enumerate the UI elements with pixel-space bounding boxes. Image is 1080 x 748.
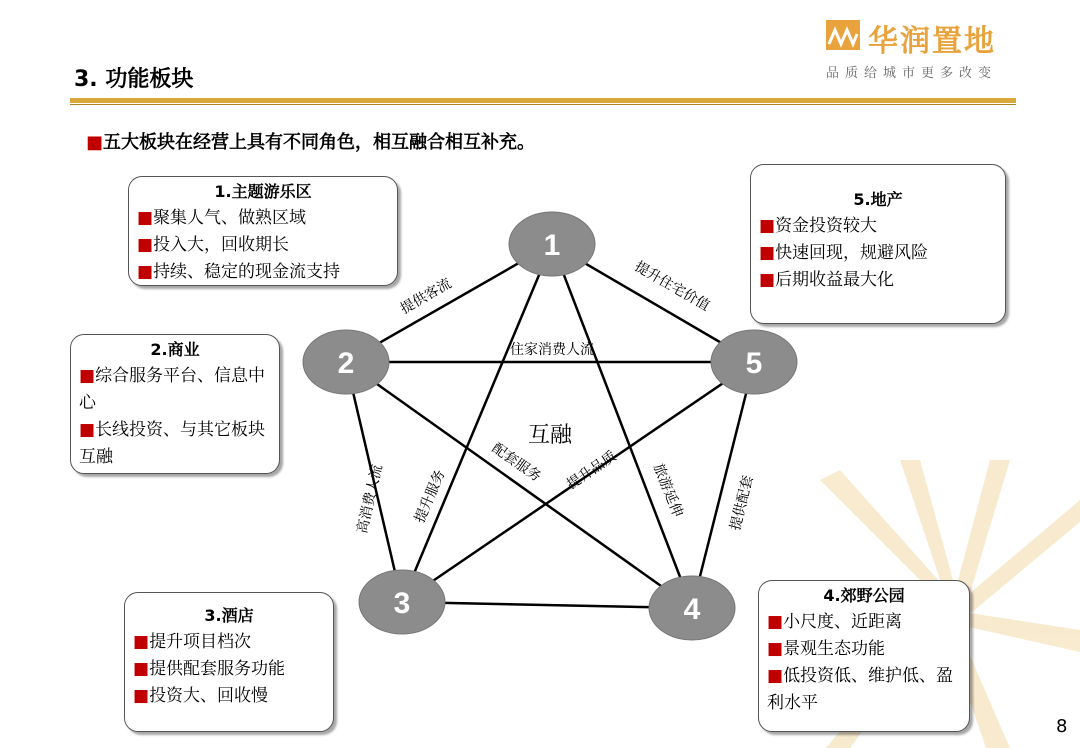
node-2-label: 2	[337, 347, 355, 380]
box-title: 2.商业	[150, 340, 200, 359]
edge-label-high-consumer-flow: 高消费人流	[354, 463, 386, 536]
box-title: 3.酒店	[204, 606, 254, 625]
box-item: ■景观生态功能	[767, 639, 886, 659]
box-item: ■资金投资较大	[759, 216, 878, 236]
intro-text: 五大板块在经营上具有不同角色，相互融合相互补充。	[103, 132, 536, 153]
edge-label-tourism-extension: 旅游延伸	[649, 461, 686, 520]
edge-label-resident-consumer-flow: 住家消费人流	[510, 342, 594, 358]
edge-3-4	[402, 602, 692, 608]
logo-text: 华润置地	[868, 24, 996, 59]
node-5-label: 5	[745, 347, 763, 380]
logo-slogan: 品质给城市更多改变	[826, 66, 998, 81]
edge-label-provide-traffic: 提供客流	[397, 275, 455, 318]
box-item: ■聚集人气、做熟区域	[137, 208, 307, 228]
page-title: 3. 功能板块	[74, 67, 194, 92]
box-item: ■快速回现，规避风险	[759, 243, 929, 263]
box-item: ■投入大，回收期长	[137, 235, 290, 255]
box-real-estate	[750, 164, 1006, 324]
box-item: ■提升项目档次	[133, 632, 252, 652]
box-commercial	[70, 334, 280, 474]
box-item: ■持续、稳定的现金流支持	[137, 262, 341, 282]
box-item: ■提供配套服务功能	[133, 659, 286, 679]
box-title: 4.郊野公园	[823, 586, 905, 605]
box-title: 1.主题游乐区	[214, 182, 312, 201]
box-item: ■投资大、回收慢	[133, 686, 269, 706]
edge-label-raise-quality: 提升品质	[564, 448, 620, 493]
box-item: ■后期收益最大化	[759, 270, 895, 290]
node-3-label: 3	[393, 587, 411, 620]
box-item: ■综合服务平台、信息中心	[79, 366, 266, 413]
center-label: 互融	[528, 423, 573, 448]
box-item: ■小尺度、近距离	[767, 612, 903, 632]
edge-label-provide-facilities: 提供配套	[727, 473, 757, 533]
node-4-label: 4	[683, 593, 701, 626]
page-number: 8	[1056, 716, 1068, 737]
box-theme-park	[128, 176, 398, 286]
bullet-square-icon: ■	[86, 132, 104, 153]
edge-label-raise-residential-value: 提升住宅价值	[631, 258, 713, 315]
edge-label-improve-service: 提升服务	[412, 467, 449, 526]
node-1-label: 1	[543, 229, 561, 262]
box-country-park	[758, 580, 970, 732]
edge-1-4	[552, 244, 692, 608]
box-title: 5.地产	[853, 190, 903, 209]
box-item: ■低投资低、维护低、盈利水平	[767, 666, 954, 713]
box-item: ■长线投资、与其它板块互融	[79, 420, 266, 467]
edge-label-supporting-services: 配套服务	[488, 440, 544, 486]
box-hotel	[124, 592, 334, 732]
